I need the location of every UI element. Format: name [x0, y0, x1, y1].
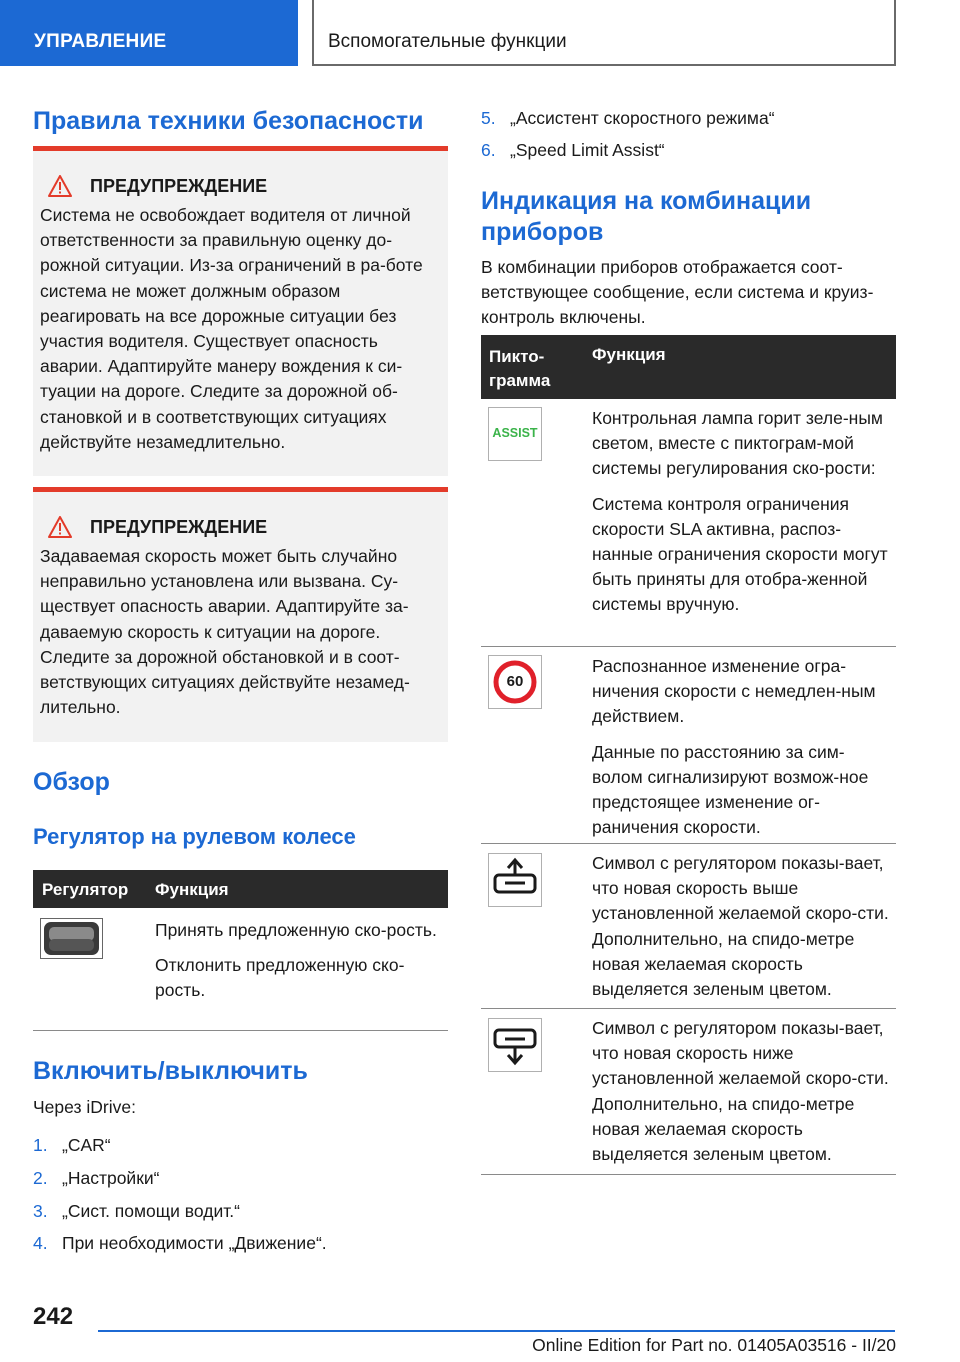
step-item: [33, 1231, 327, 1256]
warning-label: ПРЕДУПРЕЖДЕНИЕ: [90, 175, 268, 196]
row-function: [592, 406, 892, 618]
function-text: Данные по расстоянию за сим-волом сигнализируют возмож-ное предстоящее изменение ог-раничения скорости.: [592, 741, 869, 838]
function-text: Символ с регулятором показы-вает, что новая скорость ниже установленной желаемой скоро-сти. Дополнительно, на спидо-метре новая желаемая скорость выделяется зеленым цветом.: [592, 1018, 889, 1165]
step-text: „Ассистент скоростного режима“: [510, 108, 775, 128]
step-text: „CAR“: [62, 1135, 111, 1155]
page-header: [0, 0, 960, 66]
section-tab: УПРАВЛЕНИЕ: [0, 0, 298, 66]
page-number: 242: [33, 1303, 74, 1330]
onoff-title: Включить/выключить: [33, 1057, 308, 1085]
function-text: Распознанное изменение огра-ничения скорости с немедлен-ным действием.: [592, 656, 876, 727]
steering-wheel-button-icon: [40, 918, 103, 959]
col-header-controller: Регулятор: [42, 880, 129, 899]
display-table-row: [481, 1009, 896, 1175]
warning-text: Система не освобождает водителя от личной ответственности за правильную оценку до-рожной ситуации. Из-за ограничений в ра-боте система не может должным образом реагировать на все дорожные ситуации без участия водителя. Существует опасность аварии. Адаптируйте манеру вождения к си-туации на дороге. Следите за дорожной об-становкой и в соответствующих ситуациях действуйте незамедлительно.: [40, 205, 423, 452]
warning-label: ПРЕДУПРЕЖДЕНИЕ: [90, 516, 268, 537]
function-reject: Отклонить предложенную ско-рость.: [155, 955, 405, 1001]
row-function: [592, 654, 892, 840]
overview-title: Обзор: [33, 768, 110, 796]
safety-title: Правила техники безопасности: [33, 107, 424, 135]
controller-table-row: [33, 908, 448, 1031]
step-number: 1.: [33, 1135, 48, 1155]
footer-divider: [98, 1330, 895, 1332]
function-text: Система контроля ограничения скорости SLA активна, распоз-нанные ограничения скорости могут быть приняты для отобра-женной системы вручную.: [592, 493, 888, 615]
step-text: „Speed Limit Assist“: [510, 140, 665, 160]
speed-higher-icon: [488, 853, 542, 907]
display-title: Индикация на комбинации приборов: [481, 187, 812, 246]
controller-title: Регулятор на рулевом колесе: [33, 824, 356, 849]
step-item: [481, 106, 775, 131]
display-table-row: [481, 844, 896, 1009]
display-text: В комбинации приборов отображается соот-ветствующее сообщение, если система и круиз-контроль включены.: [481, 257, 874, 328]
warning-heading: [40, 173, 440, 199]
row-function: [592, 851, 892, 1002]
assist-icon-label: ASSIST: [492, 426, 538, 440]
warning-box-1: [33, 146, 448, 476]
assist-icon: [488, 407, 542, 461]
col-header-pictogram: Пикто-грамма: [489, 347, 551, 390]
step-number: 5.: [481, 108, 496, 128]
step-text: „Настройки“: [62, 1168, 160, 1188]
speed-limit-sign-icon: [488, 655, 542, 709]
step-item: [33, 1199, 240, 1224]
step-text: При необходимости „Движение“.: [62, 1233, 327, 1253]
chapter-title: Вспомогательные функции: [312, 0, 896, 66]
step-item: [33, 1166, 159, 1191]
warning-text: Задаваемая скорость может быть случайно неправильно установлена или вызвана. Су-ществует опасность аварии. Адаптируйте за-даваемую скорость к ситуации на дороге. Следите за дорожной обстановкой и в соот-ветствующих ситуациях действуйте незамед-лительно.: [40, 546, 410, 718]
function-text: Контрольная лампа горит зеле-ным светом, вместе с пиктограм-мой системы регулирования ско-рости:: [592, 408, 883, 479]
step-item: [481, 138, 665, 163]
function-text: Символ с регулятором показы-вает, что новая скорость выше установленной желаемой скоро-сти. Дополнительно, на спидо-метре новая желаемая скорость выделяется зеленым цветом.: [592, 853, 889, 1000]
step-number: 6.: [481, 140, 496, 160]
controller-table-header: [33, 870, 448, 908]
onoff-intro: Через iDrive:: [33, 1097, 136, 1117]
display-table-header: [481, 335, 896, 399]
warning-triangle-icon: [48, 175, 72, 197]
warning-triangle-icon: [48, 516, 72, 538]
function-accept: Принять предложенную ско-рость.: [155, 920, 437, 940]
step-item: [33, 1133, 111, 1158]
warning-box-2: [33, 487, 448, 742]
speed-lower-icon: [488, 1018, 542, 1072]
col-header-function: Функция: [155, 880, 229, 899]
step-number: 2.: [33, 1168, 48, 1188]
controller-function: [155, 918, 445, 1004]
col-header-function: Функция: [592, 345, 666, 364]
display-table-row: [481, 399, 896, 647]
step-text: „Сист. помощи водит.“: [62, 1201, 240, 1221]
step-number: 4.: [33, 1233, 48, 1253]
warning-heading: [40, 514, 440, 540]
speed-limit-value: 60: [506, 673, 524, 690]
row-function: [592, 1016, 892, 1167]
edition-note: Online Edition for Part no. 01405A03516 - II/20: [532, 1335, 896, 1355]
display-table-row: [481, 647, 896, 844]
step-number: 3.: [33, 1201, 48, 1221]
